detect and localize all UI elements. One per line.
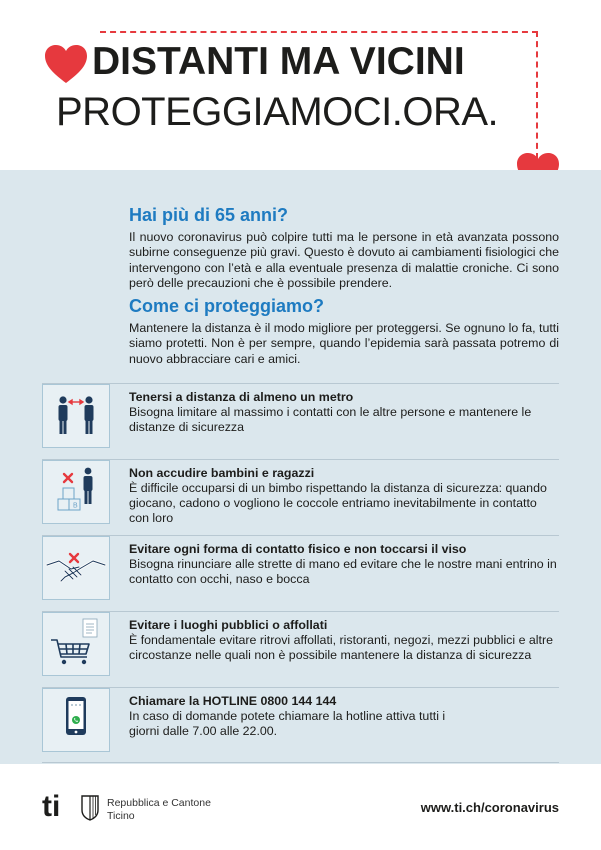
list-item-description: In caso di domande potete chiamare la hotline attiva tutti i giorni dalle 7.00 alle 22.00. bbox=[129, 709, 446, 738]
government-line2: Ticino bbox=[107, 810, 135, 822]
logo-text: ti bbox=[42, 790, 61, 822]
list-item-text bbox=[129, 466, 559, 526]
list-item bbox=[42, 459, 559, 535]
shopping-cart-icon bbox=[42, 612, 110, 676]
svg-text:B: B bbox=[73, 502, 78, 510]
list-item-text bbox=[129, 694, 559, 739]
smartphone-hotline-icon bbox=[42, 688, 110, 752]
no-children-icon bbox=[42, 460, 110, 524]
header bbox=[0, 0, 601, 170]
section-protection bbox=[129, 296, 559, 367]
government-line1: Repubblica e Cantone bbox=[107, 797, 211, 809]
list-item-description: È difficile occuparsi di un bimbo rispettando la distanza di sicurezza: quando giocano, cadono o vogliono le coccole entriamo inevitabilmente in contatto con loro bbox=[129, 481, 547, 525]
list-item-title: Chiamare la HOTLINE 0800 144 144 bbox=[129, 694, 337, 708]
list-item-title: Tenersi a distanza di almeno un metro bbox=[129, 390, 354, 404]
section-body: Il nuovo coronavirus può colpire tutti ma le persone in età avanzata possono subirne conseguenze più gravi. Questo è dovuto ai cambiamenti fisiologici che intervengono con l’età e alla eventuale presenza di malattie croniche. Ci sono però delle precauzioni che è possibile prendere. bbox=[129, 229, 559, 290]
list-item bbox=[42, 383, 559, 459]
list-item-description: Bisogna rinunciare alle strette di mano ed evitare che le nostre mani entrino in contatto con occhi, naso e bocca bbox=[129, 557, 557, 586]
list-item bbox=[42, 687, 559, 763]
recommendations-list bbox=[42, 383, 559, 763]
no-handshake-icon bbox=[42, 536, 110, 600]
dashed-frame-top bbox=[100, 31, 538, 33]
section-heading: Come ci proteggiamo? bbox=[129, 296, 325, 316]
list-item-title: Non accudire bambini e ragazzi bbox=[129, 466, 315, 480]
section-heading: Hai più di 65 anni? bbox=[129, 205, 289, 225]
website-link[interactable]: www.ti.ch/coronavirus bbox=[420, 800, 559, 815]
section-over-65 bbox=[129, 205, 559, 291]
list-item-description: È fondamentale evitare ritrovi affollati, ristoranti, negozi, mezzi pubblici e altre circostanze nelle quali non è possibile mantenere la distanza di sicurezza bbox=[129, 633, 554, 662]
ticino-logo bbox=[42, 790, 100, 822]
heart-icon bbox=[44, 44, 88, 84]
title-line2: PROTEGGIAMOCI.ORA. bbox=[56, 90, 499, 134]
list-item-text bbox=[129, 390, 559, 435]
list-item-text bbox=[129, 542, 559, 587]
list-item-description: Bisogna limitare al massimo i contatti con le altre persone e mantenere le distanze di sicurezza bbox=[129, 405, 532, 434]
list-item-text bbox=[129, 618, 559, 663]
two-people-distance-icon bbox=[42, 384, 110, 448]
list-item bbox=[42, 535, 559, 611]
government-name bbox=[107, 797, 211, 823]
list-item bbox=[42, 611, 559, 687]
section-body: Mantenere la distanza è il modo migliore per proteggersi. Se ognuno lo fa, tutti siamo protetti. Non è per sempre, quando l’epidemia sarà passata potremo di nuovo abbracciare cari e amici. bbox=[129, 320, 559, 366]
list-item-title: Evitare i luoghi pubblici o affollati bbox=[129, 618, 328, 632]
dashed-frame-right bbox=[536, 31, 538, 159]
list-item-title: Evitare ogni forma di contatto fisico e non toccarsi il viso bbox=[129, 542, 467, 556]
footer bbox=[0, 764, 601, 850]
title-line1: DISTANTI MA VICINI bbox=[92, 40, 465, 83]
